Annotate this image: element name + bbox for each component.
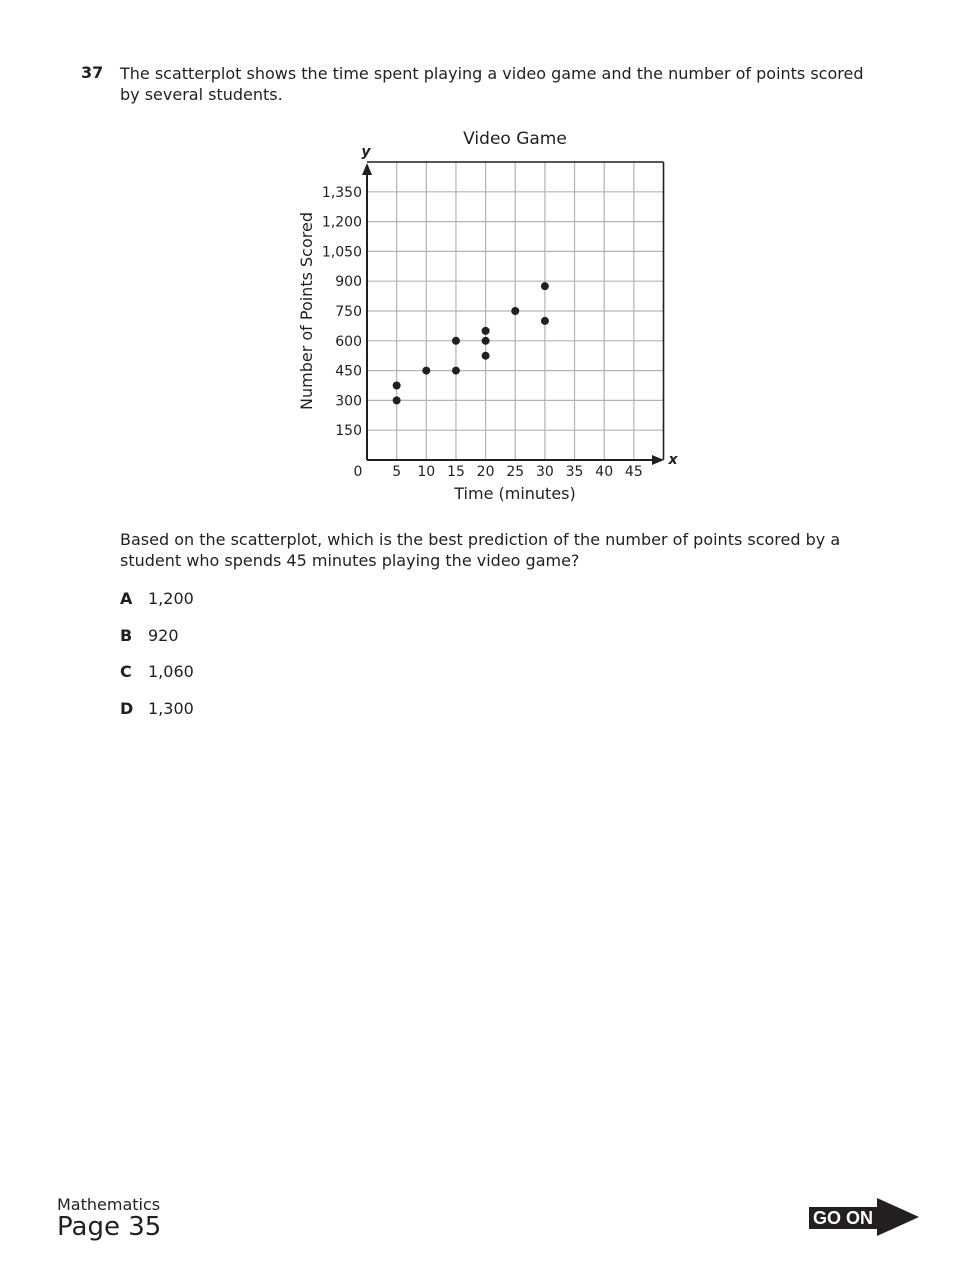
choice-a[interactable]	[120, 589, 194, 626]
x-tick-label: 35	[565, 464, 584, 480]
data-point	[452, 367, 460, 375]
y-tick-label: 1,350	[321, 184, 362, 201]
answer-choices	[120, 589, 194, 735]
go-on-label: GO ON	[809, 1207, 883, 1229]
footer-page-number: Page 35	[57, 1212, 162, 1242]
x-tick-label: 45	[624, 464, 643, 480]
choice-letter: A	[120, 589, 133, 608]
choice-b[interactable]	[120, 626, 194, 663]
data-point	[452, 337, 460, 345]
y-axis-label: Number of Points Scored	[297, 212, 316, 410]
y-tick-label: 1,200	[321, 214, 362, 231]
data-point	[482, 327, 490, 335]
chart-title: Video Game	[463, 129, 567, 149]
y-tick-label: 750	[335, 303, 362, 320]
go-on-button[interactable]	[809, 1197, 919, 1237]
chart-points	[393, 282, 549, 404]
choice-letter: C	[120, 662, 132, 681]
question-stem: The scatterplot shows the time spent playing a video game and the number of points scored by several students.	[120, 64, 864, 104]
choice-d[interactable]	[120, 699, 194, 736]
y-axis-arrowhead	[362, 163, 372, 175]
x-tick-label: 15	[447, 464, 465, 480]
y-tick-label: 1,050	[321, 244, 362, 261]
data-point	[422, 367, 430, 375]
y-axis-letter: y	[361, 144, 371, 160]
y-tick-label: 150	[335, 423, 362, 440]
data-point	[511, 307, 519, 315]
data-point	[541, 317, 549, 325]
choice-letter: D	[120, 698, 134, 718]
footer-subject: Mathematics	[57, 1195, 161, 1214]
question-prompt: Based on the scatterplot, which is the best prediction of the number of points scored by a student who spends 45 minutes playing the video game?	[120, 530, 841, 570]
y-tick-label: 900	[335, 274, 362, 291]
y-tick-label: 300	[335, 393, 362, 410]
choice-text: 1,200	[148, 589, 194, 608]
data-point	[541, 282, 549, 290]
data-point	[393, 381, 401, 389]
x-axis-letter: x	[668, 452, 678, 468]
y-tick-label: 450	[335, 363, 362, 380]
choice-c[interactable]	[120, 662, 194, 699]
data-point	[482, 337, 490, 345]
y-tick-label: 600	[335, 333, 362, 350]
x-tick-label: 40	[595, 464, 614, 480]
x-tick-label: 25	[506, 464, 525, 480]
scatterplot-chart	[0, 0, 979, 520]
origin-label: 0	[353, 464, 363, 480]
x-tick-label: 20	[476, 464, 495, 480]
choice-text: 1,060	[148, 662, 194, 681]
x-axis-arrowhead	[652, 455, 664, 465]
choice-letter: B	[120, 625, 133, 645]
choice-text: 1,300	[148, 698, 194, 718]
x-axis-label: Time (minutes)	[454, 484, 576, 503]
question-number: 37	[81, 63, 104, 82]
x-tick-label: 5	[392, 464, 402, 480]
x-tick-label: 10	[417, 464, 436, 480]
data-point	[482, 352, 490, 360]
x-tick-label: 30	[535, 464, 554, 480]
choice-text: 920	[148, 625, 179, 645]
data-point	[393, 396, 401, 404]
